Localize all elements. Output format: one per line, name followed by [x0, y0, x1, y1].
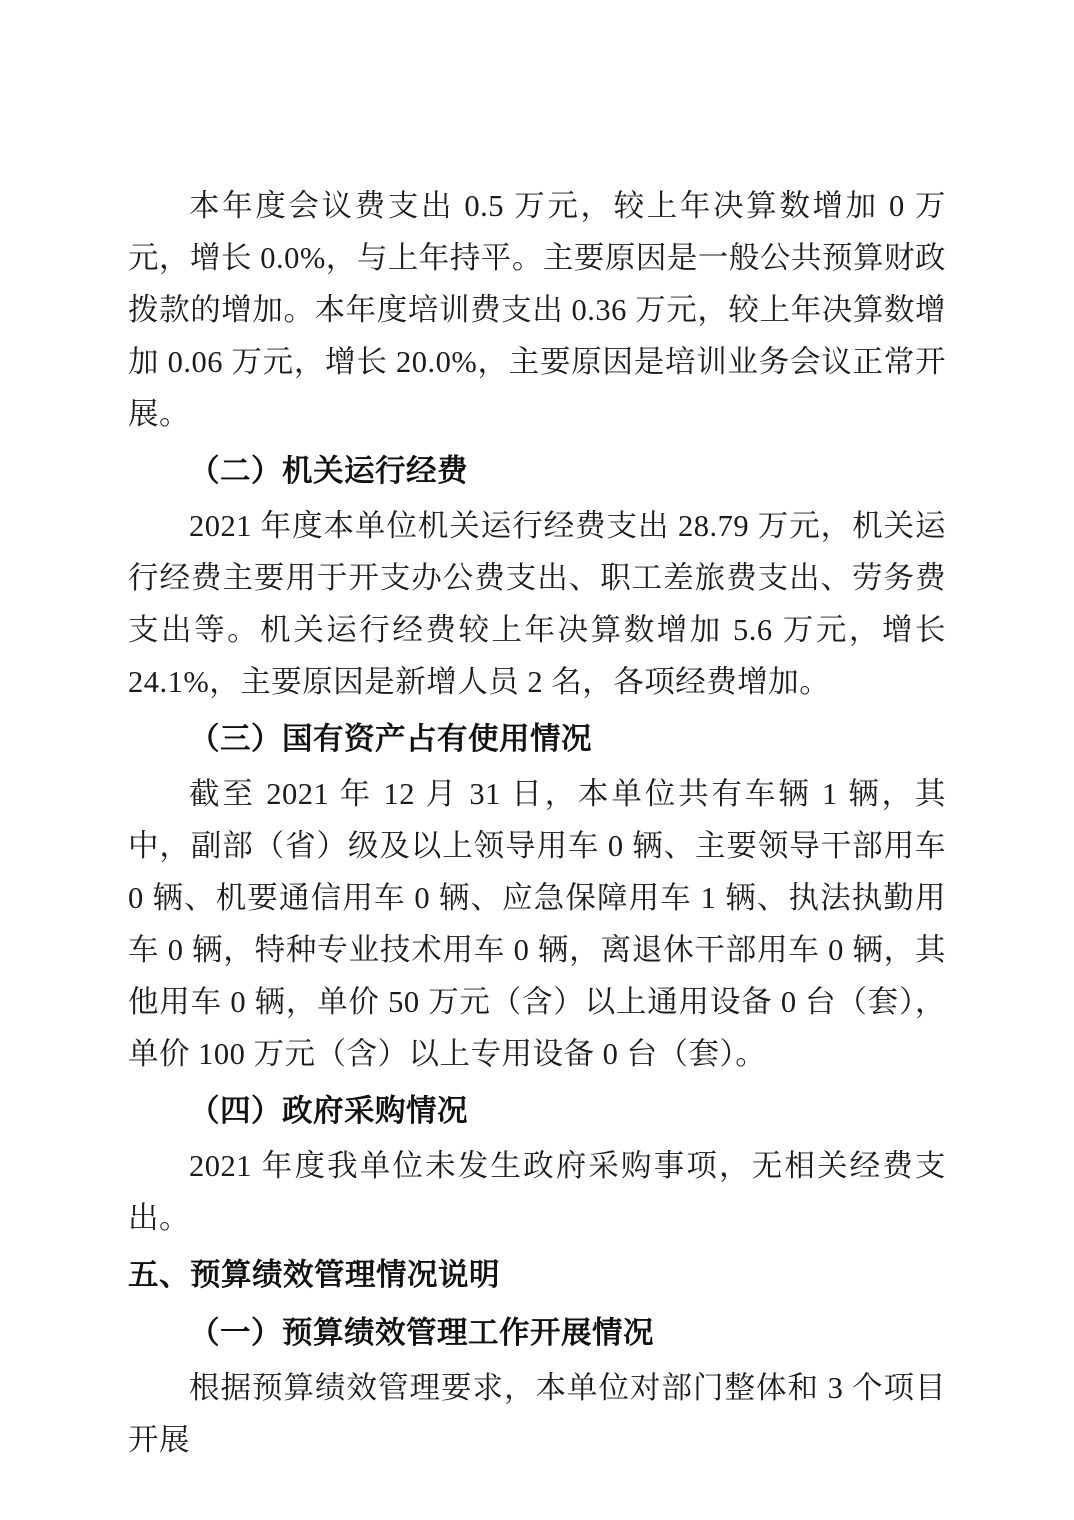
paragraph-agency-operating-funds: 2021 年度本单位机关运行经费支出 28.79 万元，机关运行经费主要用于开支办公费支出、职工差旅费支出、劳务费支出等。机关运行经费较上年决算数增加 5.6 万元，增长 24.1%，主要原因是新增人员 2 名，各项经费增加。 — [128, 509, 946, 699]
paragraph-government-procurement: 2021 年度我单位未发生政府采购事项，无相关经费支出。 — [128, 1149, 946, 1235]
paragraph-performance-work-progress: 根据预算绩效管理要求，本单位对部门整体和 3 个项目开展 — [128, 1371, 946, 1457]
heading-government-procurement: （四）政府采购情况 — [189, 1094, 468, 1129]
heading-performance-work-progress: （一）预算绩效管理工作开展情况 — [189, 1316, 654, 1351]
heading-budget-performance-management: 五、预算绩效管理情况说明 — [128, 1258, 500, 1293]
document-body — [128, 180, 946, 1466]
paragraph-state-owned-assets: 截至 2021 年 12 月 31 日，本单位共有车辆 1 辆，其中，副部（省）级及以上领导用车 0 辆、主要领导干部用车 0 辆、机要通信用车 0 辆、应急保障用车 1 辆、执法执勤用车 0 辆，特种专业技术用车 0 辆，离退休干部用车 0 辆，其他用车 0 辆，单价 50 万元（含）以上通用设备 0 台（套），单价 100 万元（含）以上专用设备 0 台（套）。 — [128, 777, 946, 1071]
heading-agency-operating-funds: （二）机关运行经费 — [189, 454, 468, 489]
heading-state-owned-assets: （三）国有资产占有使用情况 — [189, 722, 592, 757]
paragraph-meeting-training-expense: 本年度会议费支出 0.5 万元，较上年决算数增加 0 万元，增长 0.0%，与上年持平。主要原因是一般公共预算财政拨款的增加。本年度培训费支出 0.36 万元，较上年决算数增加 0.06 万元，增长 20.0%，主要原因是培训业务会议正常开展。 — [128, 189, 946, 431]
